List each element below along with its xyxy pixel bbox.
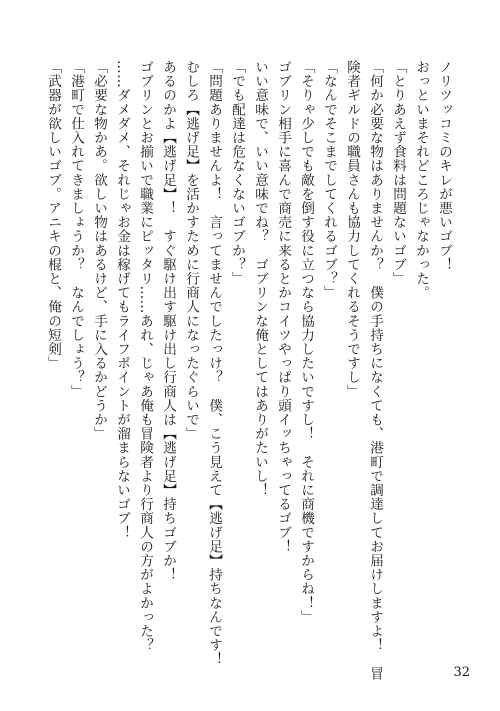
text-line: 「何か必要な物はありませんか？ 僕の手持ちになくても、港町で調達してお届けしますよ！ 冒 — [367, 60, 383, 681]
text-line: おっといまそれどころじゃなかった。 — [413, 60, 429, 300]
text-line: 「そりゃ少しでも敵を倒す役に立つなら協力したいですし！ それに商機ですからね！」 — [298, 60, 314, 624]
text-line: 「問題ありませんよ！ 言ってませんでしたっけ？ 僕、こう見えて【逃げ足】持ちなんです！ — [206, 60, 222, 667]
text-line: 「でも配達は危なくないゴブか？」 — [229, 60, 245, 286]
text-line: ノリツッコミのキレが悪いゴブ！ — [436, 60, 452, 272]
text-line: むしろ【逃げ足】を活かすために行商人になったぐらいで」 — [183, 60, 199, 441]
text-line: あるのかよ【逃げ足】！ すぐ駆け出す駆け出し行商人は【逃げ足】持ちゴブか！ — [160, 60, 176, 582]
text-line: 険者ギルドの職員さんも協力してくれるそうですし」 — [344, 60, 360, 399]
text-line: 「必要な物かあ。欲しい物はあるけど、手に入るかどうか」 — [91, 60, 107, 441]
text-line: ゴブリン相手に喜んで商売に来るとかコイツやっぱり頭イッちゃってるゴブ！ — [275, 60, 291, 554]
text-line: 「武器が欲しいゴブ。アニキの棍と、俺の短剣」 — [45, 60, 61, 371]
page-number: 32 — [453, 665, 470, 680]
vertical-text-body — [45, 60, 455, 681]
text-line: 「港町で仕入れてきましょうか？ なんでしょう？」 — [68, 60, 84, 399]
text-line: いい意味で、いい意味でね？ ゴブリンな俺としてはありがたいし！ — [252, 60, 268, 498]
text-line: 「なんでそこまでしてくれるゴブ？」 — [321, 60, 337, 300]
text-line: ゴブリンとお揃いで職業にピッタリ……あれ、じゃあ俺も冒険者より行商人の方がよかった？ — [137, 60, 153, 653]
text-line: ……ダメダメ、それじゃお金は稼げてもライフポイントが溜まらないゴブ！ — [114, 60, 130, 540]
text-line: 「とりあえず食料は問題ないゴブ」 — [390, 60, 406, 286]
